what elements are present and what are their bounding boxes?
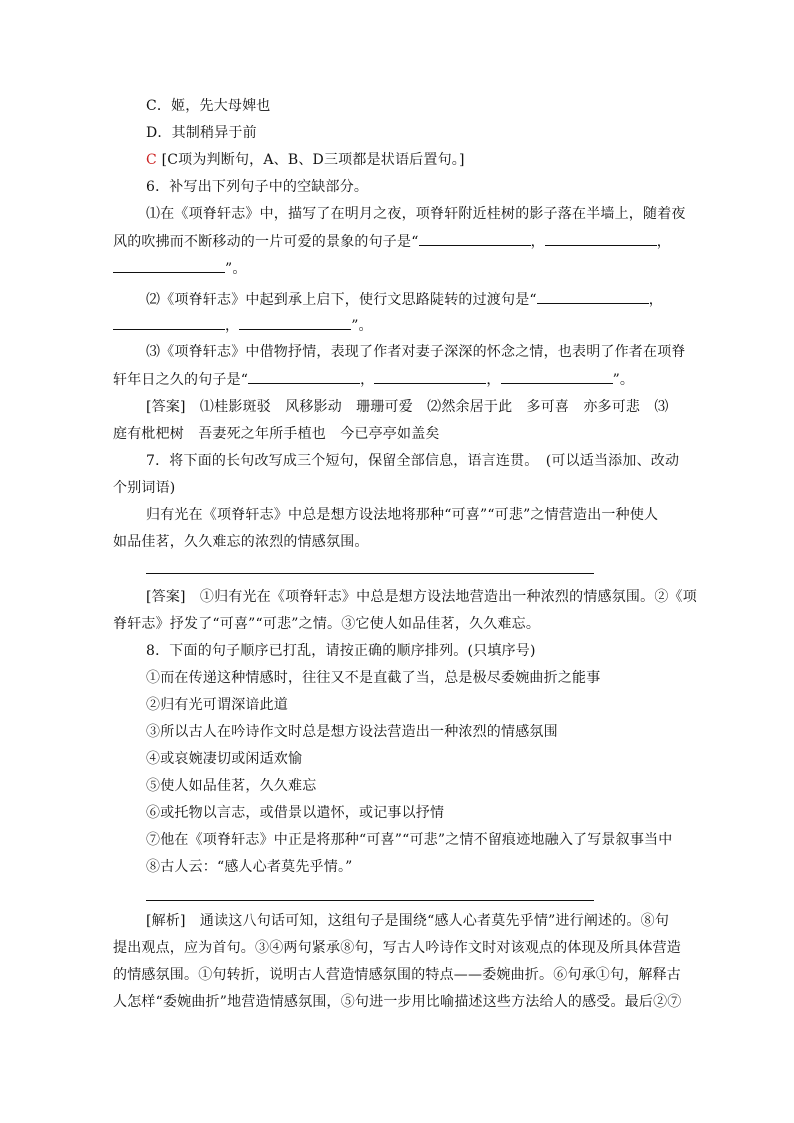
question-6-1-line3 xyxy=(113,259,247,278)
question-7-line2: 个别词语) xyxy=(113,480,176,496)
answer-5-letter: C xyxy=(146,152,157,168)
comma: ， xyxy=(225,318,240,334)
fill-blank xyxy=(113,259,225,273)
close-quote: ”。 xyxy=(351,318,373,334)
sentence-item: ③所以古人在吟诗作文时总是想方设法营造出一种浓烈的情感氛围 xyxy=(146,724,558,740)
question-6-1-line2 xyxy=(113,232,671,251)
fill-blank xyxy=(419,232,531,246)
sentence-item: ④或哀婉凄切或闲适欢愉 xyxy=(146,751,303,767)
close-quote: ”。 xyxy=(612,372,635,388)
fill-blank xyxy=(113,316,225,330)
comma: ， xyxy=(530,234,545,250)
explanation-8-line1: [解析] 通读这八句话可知，这组句子是围绕“感人心者莫先乎情”进行阐述的。⑧句 xyxy=(146,913,670,929)
answer-line xyxy=(146,573,594,574)
question-6-title: 6．补写出下列句子中的空缺部分。 xyxy=(146,179,369,195)
explanation-8-line3: 的情感氛围。①句转折，说明古人营造情感氛围的特点——委婉曲折。⑥句承①句，解释古 xyxy=(113,967,681,983)
answer-5-text: [C项为判断句，A、B、D三项都是状语后置句。] xyxy=(161,152,465,168)
option-c: C．姬，先大母婢也 xyxy=(146,98,271,114)
comma: ， xyxy=(360,372,375,388)
question-6-3-text: 轩年日之久的句子是“ xyxy=(113,372,249,388)
comma: ， xyxy=(486,372,501,388)
answer-7-line1: [答案] ①归有光在《项脊轩志》中总是想方设法地营造出一种浓烈的情感氛围。②《项 xyxy=(146,589,697,605)
question-6-3-line1: ⑶《项脊轩志》中借物抒情，表现了作者对妻子深深的怀念之情，也表明了作者在项脊 xyxy=(146,344,686,360)
sentence-item: ⑥或托物以言志，或借景以遣怀，或记事以抒情 xyxy=(146,805,445,821)
answer-5 xyxy=(146,151,465,169)
question-6-2-line1 xyxy=(146,290,663,309)
fill-blank xyxy=(537,290,649,304)
explanation-8-line2: 提出观点，应为首句。③④两句紧承⑧句，写古人吟诗作文时对该观点的体现及所具体营造 xyxy=(113,940,681,956)
comma: ， xyxy=(648,292,663,308)
fill-blank xyxy=(248,370,360,384)
fill-blank xyxy=(545,232,657,246)
answer-line xyxy=(146,900,594,901)
question-6-2-line2 xyxy=(113,316,373,335)
question-7-line1: 7．将下面的长句改写成三个短句，保留全部信息，语言连贯。 (可以适当添加、改动 xyxy=(146,453,680,469)
question-7-sentence-line1: 归有光在《项脊轩志》中总是想方设法地将那种“可喜”“可悲”之情营造出一种使人 xyxy=(146,507,659,523)
question-6-1-line1: ⑴在《项脊轩志》中，描写了在明月之夜，项脊轩附近桂树的影子落在半墙上，随着夜 xyxy=(146,206,686,222)
answer-7-line2: 脊轩志》抒发了“可喜”“可悲”之情。③它使人如品佳茗，久久难忘。 xyxy=(113,616,541,632)
sentence-item: ②归有光可谓深谙此道 xyxy=(146,697,288,713)
question-6-3-line2 xyxy=(113,370,634,389)
sentence-item: ⑧古人云：“感人心者莫先乎情。” xyxy=(146,859,353,875)
question-7-sentence-line2: 如品佳茗，久久难忘的浓烈的情感氛围。 xyxy=(113,534,369,550)
sentence-item: ①而在传递这种情感时，往往又不是直截了当，总是极尽委婉曲折之能事 xyxy=(146,670,601,686)
fill-blank xyxy=(239,316,351,330)
question-8-title: 8．下面的句子顺序已打乱，请按正确的顺序排列。(只填序号) xyxy=(146,643,536,659)
explanation-8-line4: 人怎样“委婉曲折”地营造情感氛围，⑤句进一步用比喻描述这些方法给人的感受。最后②⑦ xyxy=(113,994,682,1010)
question-6-1-text: 风的吹拂而不断移动的一片可爱的景象的句子是“ xyxy=(113,234,419,250)
question-6-2-text: ⑵《项脊轩志》中起到承上启下，使行文思路陡转的过渡句是“ xyxy=(146,292,537,308)
sentence-item: ⑦他在《项脊轩志》中正是将那种“可喜”“可悲”之情不留痕迹地融入了写景叙事当中 xyxy=(146,832,673,848)
answer-6-line1: [答案] ⑴桂影斑驳 风移影动 珊珊可爱 ⑵然余居于此 多可喜 亦多可悲 ⑶ xyxy=(146,399,669,415)
fill-blank xyxy=(374,370,486,384)
answer-6-line2: 庭有枇杷树 吾妻死之年所手植也 今已亭亭如盖矣 xyxy=(113,426,440,442)
fill-blank xyxy=(501,370,613,384)
option-d: D．其制稍异于前 xyxy=(146,125,257,141)
close-quote: ”。 xyxy=(225,261,247,277)
comma: ， xyxy=(656,234,671,250)
sentence-item: ⑤使人如品佳茗，久久难忘 xyxy=(146,778,317,794)
